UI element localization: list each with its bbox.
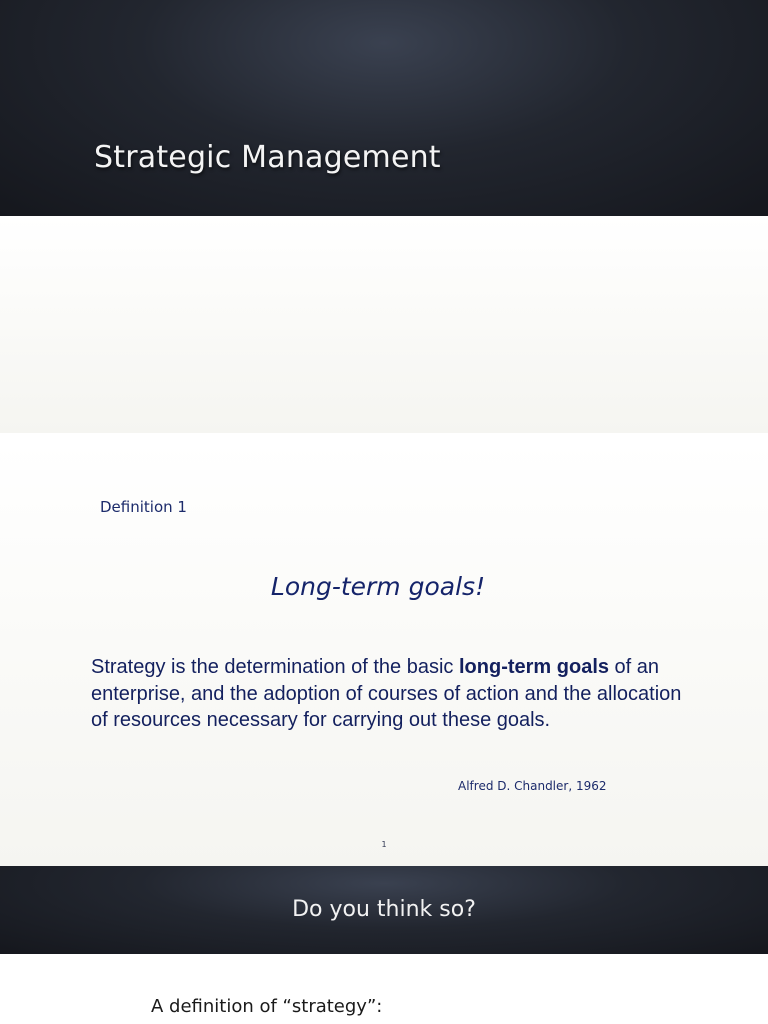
slide-title: Strategic Management xyxy=(94,140,441,175)
definition-headline: Long-term goals! xyxy=(270,572,486,601)
attribution: Alfred D. Chandler, 1962 xyxy=(458,779,607,793)
blank-slide xyxy=(0,216,768,433)
definition-emphasis: long-term goals xyxy=(458,656,609,678)
question-title: Do you think so? xyxy=(292,897,476,922)
definition-text-start: Strategy is the determination of the basic xyxy=(91,656,459,678)
definition-text xyxy=(91,654,691,734)
page-number: 1 xyxy=(381,840,387,849)
title-slide xyxy=(0,0,768,216)
next-slide xyxy=(0,954,768,1024)
slide-divider xyxy=(0,433,768,441)
definition-label: Definition 1 xyxy=(100,498,187,516)
definition-text-end: of an enterprise, and the adoption of courses of action and the allocation of resources necessary for carrying out these goals. xyxy=(91,656,682,731)
next-slide-heading: A definition of “strategy”: xyxy=(151,996,383,1017)
